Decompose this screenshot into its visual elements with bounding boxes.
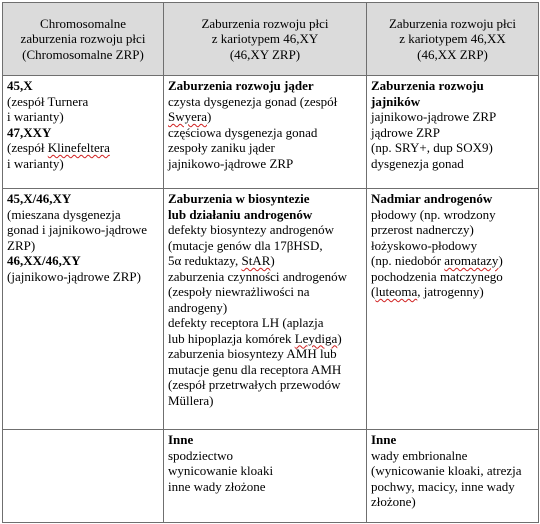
cell-line [7, 140, 159, 156]
category-title: Inne [371, 432, 397, 447]
table-row [3, 430, 539, 523]
cell-line: złożone) [371, 494, 416, 509]
category-title: Zaburzenia rozwoju jąder [168, 78, 314, 93]
cell-line: przerost nadnerczy) [371, 222, 474, 237]
header-46xx [367, 3, 539, 76]
cell-line: zespoły zaniku jąder [168, 140, 275, 155]
cell-line: ZRP) [7, 237, 36, 253]
header-line: Zaburzenia rozwoju płci [388, 15, 517, 31]
cell-line [371, 253, 534, 269]
text: ) [337, 330, 342, 346]
category-title: lub działaniu androgenów [168, 206, 313, 222]
cell-46xy-2 [164, 189, 367, 430]
category-title: Nadmiar androgenów [371, 191, 493, 206]
cell-line: inne wady złożone [168, 478, 266, 494]
spellcheck-word: Klinefeltera [47, 140, 110, 155]
cell-46xx-1 [367, 76, 539, 189]
cell-line: (zespoły niewrażliwości na [168, 284, 310, 299]
cell-46xy-3 [164, 430, 367, 523]
cell-line: (jajnikowo-jądrowe ZRP) [7, 268, 141, 284]
cell-line: gonad i jajnikowo-jądrowe [7, 222, 148, 237]
cell-line: Müllera) [168, 392, 214, 408]
cell-46xx-3 [367, 430, 539, 523]
header-chromosomal [3, 3, 164, 76]
cell-line: zaburzenia biosyntezy AMH lub [168, 346, 337, 361]
text: , jatrogenny) [417, 284, 484, 299]
text: ) [207, 109, 212, 124]
cell-line: defekty receptora LH (aplazja [168, 315, 324, 330]
header-line: (46,XX ZRP) [417, 46, 488, 62]
spellcheck-word: Leydiga [294, 330, 338, 346]
header-line: (Chromosomalne ZRP) [22, 46, 144, 62]
category-title: jajników [371, 93, 421, 109]
karyotype: 46,XX/46,XY [7, 253, 81, 268]
cell-line: (wynicowanie kloaki, atrezja [371, 463, 522, 478]
category-title: Zaburzenia rozwoju [371, 78, 484, 93]
cell-line: czysta dysgenezja gonad (zespół [168, 93, 338, 109]
cell-chromosomal-3-empty [3, 430, 164, 523]
cell-line: spodziectwo [168, 447, 233, 463]
cell-line: defekty biosyntezy androgenów [168, 222, 335, 237]
table-row [3, 76, 539, 189]
cell-line: jądrowe ZRP [371, 124, 440, 140]
header-line: Zaburzenia rozwoju płci [201, 15, 329, 31]
cell-line [168, 109, 362, 125]
cell-chromosomal-2 [3, 189, 164, 430]
cell-line: dysgenezja gonad [371, 155, 464, 171]
category-title: Inne [168, 432, 194, 447]
cell-line [371, 284, 534, 300]
cell-line: zaburzenia czynności androgenów [168, 268, 348, 284]
dsd-classification-table [2, 2, 539, 523]
karyotype: 45,X [7, 78, 33, 93]
text: ) [498, 253, 503, 268]
header-46xy [164, 3, 367, 76]
spellcheck-word: StAR [241, 253, 271, 268]
cell-line: płodowy (np. wrodzony [371, 206, 496, 222]
category-title: Zaburzenia w biosyntezie [168, 191, 310, 206]
cell-line: androgeny) [168, 299, 228, 315]
cell-line: (mieszana dysgenezja [7, 206, 121, 222]
cell-line: i warianty) [7, 155, 64, 171]
cell-line: wady embrionalne [371, 447, 468, 463]
cell-line: (zespół Turnera [7, 93, 89, 109]
karyotype: 45,X/46,XY [7, 191, 72, 206]
cell-line: mutacje genu dla receptora AMH [168, 361, 342, 377]
karyotype: 47,XXY [7, 124, 52, 140]
cell-line [168, 253, 362, 269]
spellcheck-word: Swyera [168, 109, 207, 124]
cell-line: jajnikowo-jądrowe ZRP [168, 155, 294, 171]
header-line: (46,XY ZRP) [229, 46, 301, 62]
cell-line: wynicowanie kloaki [168, 463, 274, 478]
text: 5α reduktazy, [168, 253, 242, 268]
cell-line [168, 331, 362, 347]
header-line: z kariotypem 46,XY [211, 31, 319, 47]
header-row [3, 3, 539, 76]
text: (np. niedobór [371, 253, 445, 268]
cell-line: jajnikowo-jądrowe ZRP [371, 109, 497, 124]
cell-46xx-2 [367, 189, 539, 430]
cell-line: (zespół przetrwałych przewodów [168, 377, 341, 392]
text: (zespół [7, 140, 48, 155]
text: ) [270, 253, 275, 268]
spellcheck-word: aromatazy [444, 253, 499, 268]
spellcheck-word: luteoma [375, 284, 418, 299]
table-row [3, 189, 539, 430]
cell-46xy-1 [164, 76, 367, 189]
cell-line: pochwy, macicy, inne wady [371, 478, 515, 494]
cell-line: częściowa dysgenezja gonad [168, 124, 318, 140]
cell-line: pochodzenia matczynego [371, 268, 503, 284]
header-line: z kariotypem 46,XX [399, 31, 506, 47]
text: lub hipoplazja komórek [168, 330, 295, 346]
cell-line: (mutacje genów dla 17βHSD, [168, 237, 323, 253]
cell-line: i warianty) [7, 109, 64, 124]
cell-chromosomal-1 [3, 76, 164, 189]
cell-line: łożyskowo-płodowy [371, 237, 478, 253]
header-line: zaburzenia rozwoju płci [20, 31, 146, 47]
header-line: Chromosomalne [40, 15, 126, 31]
text: ( [371, 284, 376, 299]
cell-line: (np. SRY+, dup SOX9) [371, 140, 493, 155]
